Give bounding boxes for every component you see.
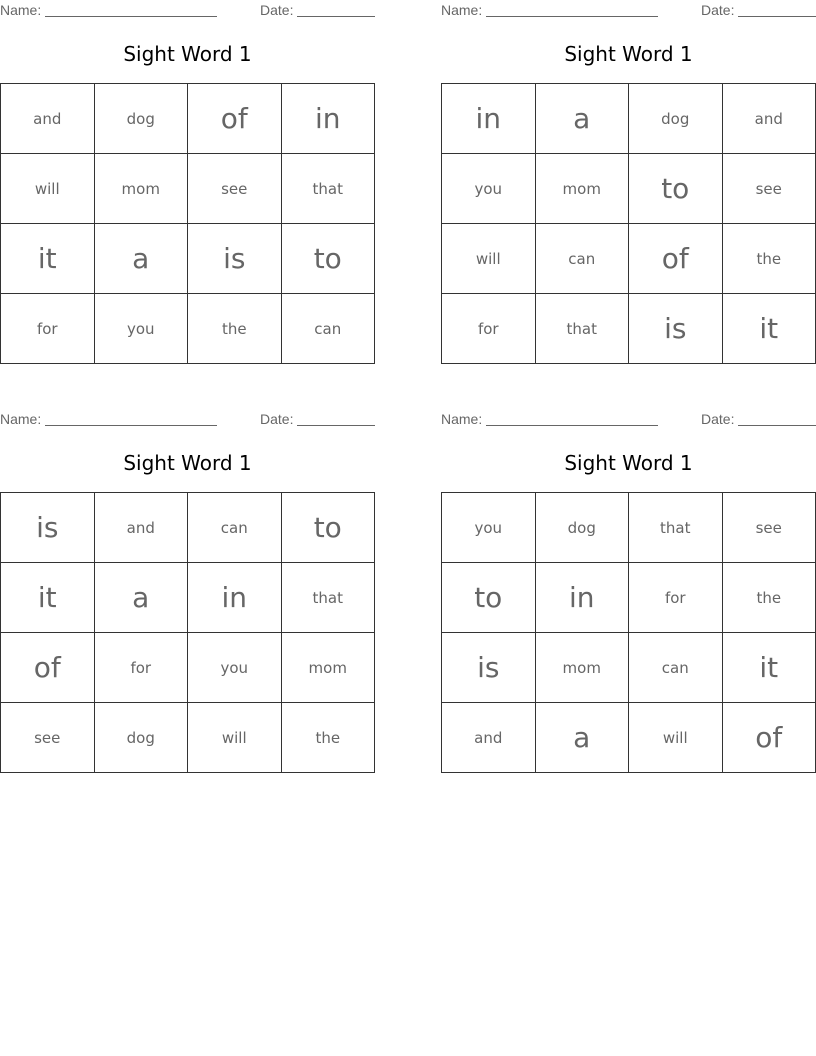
- word-cell: will: [629, 703, 723, 773]
- word-cell: can: [281, 294, 375, 364]
- word-cell: of: [722, 703, 816, 773]
- word-cell: mom: [94, 154, 188, 224]
- word-cell: to: [281, 224, 375, 294]
- grid-row: [1, 154, 375, 224]
- word-cell: in: [281, 84, 375, 154]
- word-cell: the: [281, 703, 375, 773]
- grid-row: [1, 493, 375, 563]
- word-cell: dog: [535, 493, 629, 563]
- date-blank-line: [297, 16, 375, 17]
- grid-row: [442, 703, 816, 773]
- grid-row: [442, 84, 816, 154]
- word-cell: it: [1, 224, 95, 294]
- grid-row: [442, 294, 816, 364]
- word-cell: and: [722, 84, 816, 154]
- word-cell: for: [629, 563, 723, 633]
- name-date-line: [0, 0, 375, 20]
- date-label: Date:: [701, 2, 735, 18]
- word-grid: [0, 492, 375, 773]
- date-blank-line: [738, 16, 816, 17]
- word-cell: of: [188, 84, 282, 154]
- word-cell: the: [188, 294, 282, 364]
- grid-row: [442, 563, 816, 633]
- name-blank-line: [45, 16, 217, 17]
- word-cell: dog: [629, 84, 723, 154]
- grid-row: [1, 563, 375, 633]
- date-label: Date:: [701, 411, 735, 427]
- word-cell: a: [94, 224, 188, 294]
- word-cell: the: [722, 224, 816, 294]
- word-cell: see: [722, 154, 816, 224]
- word-cell: you: [94, 294, 188, 364]
- word-cell: will: [1, 154, 95, 224]
- word-cell: can: [188, 493, 282, 563]
- date-blank-line: [297, 425, 375, 426]
- word-cell: for: [442, 294, 536, 364]
- card-title: Sight Word 1: [123, 42, 252, 66]
- word-cell: see: [188, 154, 282, 224]
- name-label: Name:: [0, 411, 42, 427]
- word-cell: is: [442, 633, 536, 703]
- grid-row: [1, 84, 375, 154]
- word-cell: will: [442, 224, 536, 294]
- name-label: Name:: [441, 2, 483, 18]
- word-cell: a: [535, 84, 629, 154]
- word-cell: it: [722, 294, 816, 364]
- word-cell: is: [1, 493, 95, 563]
- name-date-line: [441, 0, 816, 20]
- card-title: Sight Word 1: [564, 451, 693, 475]
- grid-row: [1, 703, 375, 773]
- word-cell: and: [94, 493, 188, 563]
- grid-row: [442, 224, 816, 294]
- date-label: Date:: [260, 411, 294, 427]
- word-cell: is: [629, 294, 723, 364]
- grid-row: [1, 633, 375, 703]
- word-cell: mom: [535, 633, 629, 703]
- word-cell: you: [442, 154, 536, 224]
- word-grid: [441, 492, 816, 773]
- name-date-line: [0, 409, 375, 429]
- grid-row: [1, 294, 375, 364]
- word-cell: can: [535, 224, 629, 294]
- bingo-card-4: [441, 409, 816, 754]
- word-cell: is: [188, 224, 282, 294]
- word-cell: that: [281, 154, 375, 224]
- word-cell: of: [1, 633, 95, 703]
- bingo-card-3: [0, 409, 375, 747]
- word-cell: for: [94, 633, 188, 703]
- word-cell: you: [442, 493, 536, 563]
- grid-row: [442, 493, 816, 563]
- name-date-line: [441, 409, 816, 429]
- word-cell: a: [94, 563, 188, 633]
- word-cell: see: [722, 493, 816, 563]
- grid-row: [1, 224, 375, 294]
- word-cell: mom: [281, 633, 375, 703]
- word-cell: for: [1, 294, 95, 364]
- word-cell: the: [722, 563, 816, 633]
- word-cell: of: [629, 224, 723, 294]
- word-cell: and: [1, 84, 95, 154]
- word-cell: that: [535, 294, 629, 364]
- word-cell: to: [281, 493, 375, 563]
- word-cell: in: [188, 563, 282, 633]
- word-cell: to: [442, 563, 536, 633]
- bingo-card-1: [0, 0, 375, 338]
- word-cell: see: [1, 703, 95, 773]
- card-title: Sight Word 1: [123, 451, 252, 475]
- word-cell: dog: [94, 84, 188, 154]
- word-cell: and: [442, 703, 536, 773]
- name-blank-line: [486, 425, 658, 426]
- word-grid: [441, 83, 816, 364]
- name-blank-line: [45, 425, 217, 426]
- word-cell: dog: [94, 703, 188, 773]
- word-cell: can: [629, 633, 723, 703]
- word-cell: a: [535, 703, 629, 773]
- word-cell: in: [535, 563, 629, 633]
- grid-row: [442, 154, 816, 224]
- word-cell: to: [629, 154, 723, 224]
- name-label: Name:: [441, 411, 483, 427]
- date-label: Date:: [260, 2, 294, 18]
- word-cell: mom: [535, 154, 629, 224]
- word-cell: that: [629, 493, 723, 563]
- name-label: Name:: [0, 2, 42, 18]
- word-cell: will: [188, 703, 282, 773]
- card-title: Sight Word 1: [564, 42, 693, 66]
- word-cell: that: [281, 563, 375, 633]
- word-cell: you: [188, 633, 282, 703]
- bingo-card-2: [441, 0, 816, 345]
- grid-row: [442, 633, 816, 703]
- word-grid: [0, 83, 375, 364]
- date-blank-line: [738, 425, 816, 426]
- name-blank-line: [486, 16, 658, 17]
- word-cell: it: [722, 633, 816, 703]
- word-cell: in: [442, 84, 536, 154]
- word-cell: it: [1, 563, 95, 633]
